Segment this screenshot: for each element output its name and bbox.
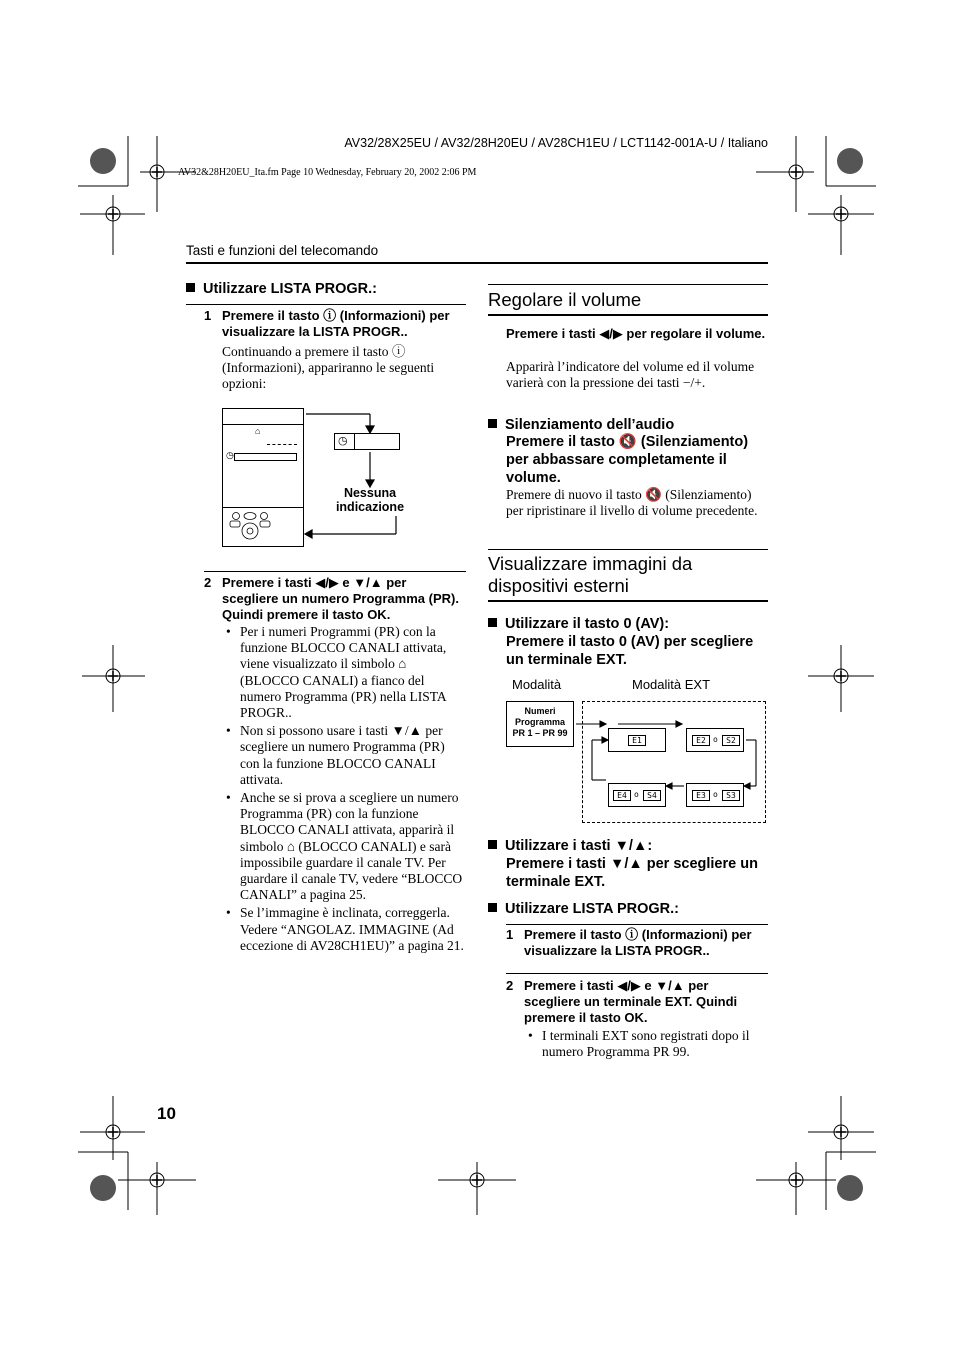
square-bullet-icon	[186, 283, 195, 292]
list-item: • Anche se si prova a scegliere un numero Programma (PR) con la funzione BLOCCO CANALI attivata, apparirà il simbolo ⌂ (BLOCCO CANALI) e sarà impossibile guardare il canale TV. Per guardare il canale TV, vedere “BLOCCO CANALI” a pagina 25.	[222, 790, 466, 903]
header-rule	[186, 262, 768, 264]
left-step-2-rule	[204, 571, 466, 572]
lista-bullet	[524, 1028, 768, 1062]
flow-arrows	[222, 408, 462, 548]
updown-sub: Premere i tasti ▼/▲ per scegliere un terminale EXT.	[506, 856, 758, 890]
list-item: • I terminali EXT sono registrati dopo il numero Programma PR 99.	[524, 1028, 768, 1060]
av-heading: Utilizzare il tasto 0 (AV):	[488, 615, 768, 633]
mute-body: Premere di nuovo il tasto 🔇 (Silenziamento) per ripristinare il livello di volume precedente.	[506, 487, 758, 519]
list-item: • Se l’immagine è inclinata, correggerla. Vedere “ANGOLAZ. IMMAGINE (Ad eccezione di AV28CH1EU)” a pagina 21.	[222, 905, 466, 954]
volume-step: Premere i tasti ◀/▶ per regolare il volume.	[506, 326, 766, 341]
list-item: • Per i numeri Programmi (PR) con la funzione BLOCCO CANALI attivata, viene visualizzato il simbolo ⌂ (BLOCCO CANALI) a fianco del numero Programma (PR) nella LISTA PROGR..	[222, 624, 466, 721]
lock-icon: ⌂	[255, 426, 261, 436]
volume-body: Apparirà l’indicatore del volume ed il volume varierà con la pressione dei tasti −/+.	[506, 359, 755, 391]
square-bullet-icon	[488, 618, 497, 627]
mute-sub: Premere il tasto 🔇 (Silenziamento) per abbassare completamente il volume.	[506, 434, 749, 486]
left-step-1-body: Continuando a premere il tasto ⓘ (Informazioni), appariranno le seguenti opzioni:	[222, 344, 435, 392]
left-step-1: 1 Premere il tasto ⓘ (Informazioni) per visualizzare la LISTA PROGR..	[204, 308, 450, 339]
ext-mode-diagram: Modalità Modalità EXT Numeri Programma PR 1 – PR 99 E1 E2 o S2 E4 o S4 E3 o S3	[506, 676, 768, 826]
mode-label: Modalità	[512, 677, 562, 692]
square-bullet-icon	[488, 903, 497, 912]
page-number: 10	[157, 1104, 176, 1123]
program-numbers-box: Numeri Programma PR 1 – PR 99	[506, 701, 574, 747]
volume-heading: Regolare il volume	[488, 289, 642, 310]
lista-progr-diagram	[222, 408, 462, 548]
clock-icon: ◷	[226, 450, 234, 460]
external-devices-heading: Visualizzare immagini da dispositivi esterni	[488, 553, 693, 596]
file-info: AV32&28H20EU_Ita.fm Page 10 Wednesday, February 20, 2002 2:06 PM	[178, 167, 477, 178]
ext-cycle-arrows	[506, 676, 768, 826]
left-bullet-list	[222, 624, 466, 956]
model-line: AV32/28X25EU / AV32/28H20EU / AV28CH1EU / LCT1142-001A-U / Italiano	[344, 136, 768, 150]
lista-heading: Utilizzare LISTA PROGR.:	[488, 900, 768, 918]
updown-heading: Utilizzare i tasti ▼/▲:	[488, 837, 768, 855]
left-heading-rule	[186, 304, 466, 305]
left-step-2: 2 Premere i tasti ◀/▶ e ▼/▲ per scegliere un numero Programma (PR). Quindi premere il tasto OK.	[204, 575, 459, 622]
timer-icon: ◷	[338, 435, 348, 447]
lista-step-2: 2 Premere i tasti ◀/▶ e ▼/▲ per scegliere un terminale EXT. Quindi premere il tasto OK.	[506, 978, 738, 1025]
section-title: Tasti e funzioni del telecomando	[186, 243, 379, 258]
av-sub: Premere il tasto 0 (AV) per scegliere un terminale EXT.	[506, 634, 754, 668]
list-item: • Non si possono usare i tasti ▼/▲ per scegliere un numero Programma (PR) con la funzione BLOCCO CANALI attivata.	[222, 723, 466, 788]
left-heading: Utilizzare LISTA PROGR.:	[186, 280, 466, 298]
ext-mode-label: Modalità EXT	[632, 677, 711, 692]
square-bullet-icon	[488, 419, 497, 428]
mute-heading: Silenziamento dell’audio	[488, 416, 768, 434]
square-bullet-icon	[488, 840, 497, 849]
lista-step-1: 1 Premere il tasto ⓘ (Informazioni) per visualizzare la LISTA PROGR..	[506, 927, 752, 958]
no-indication-label: Nessuna indicazione	[335, 486, 405, 514]
